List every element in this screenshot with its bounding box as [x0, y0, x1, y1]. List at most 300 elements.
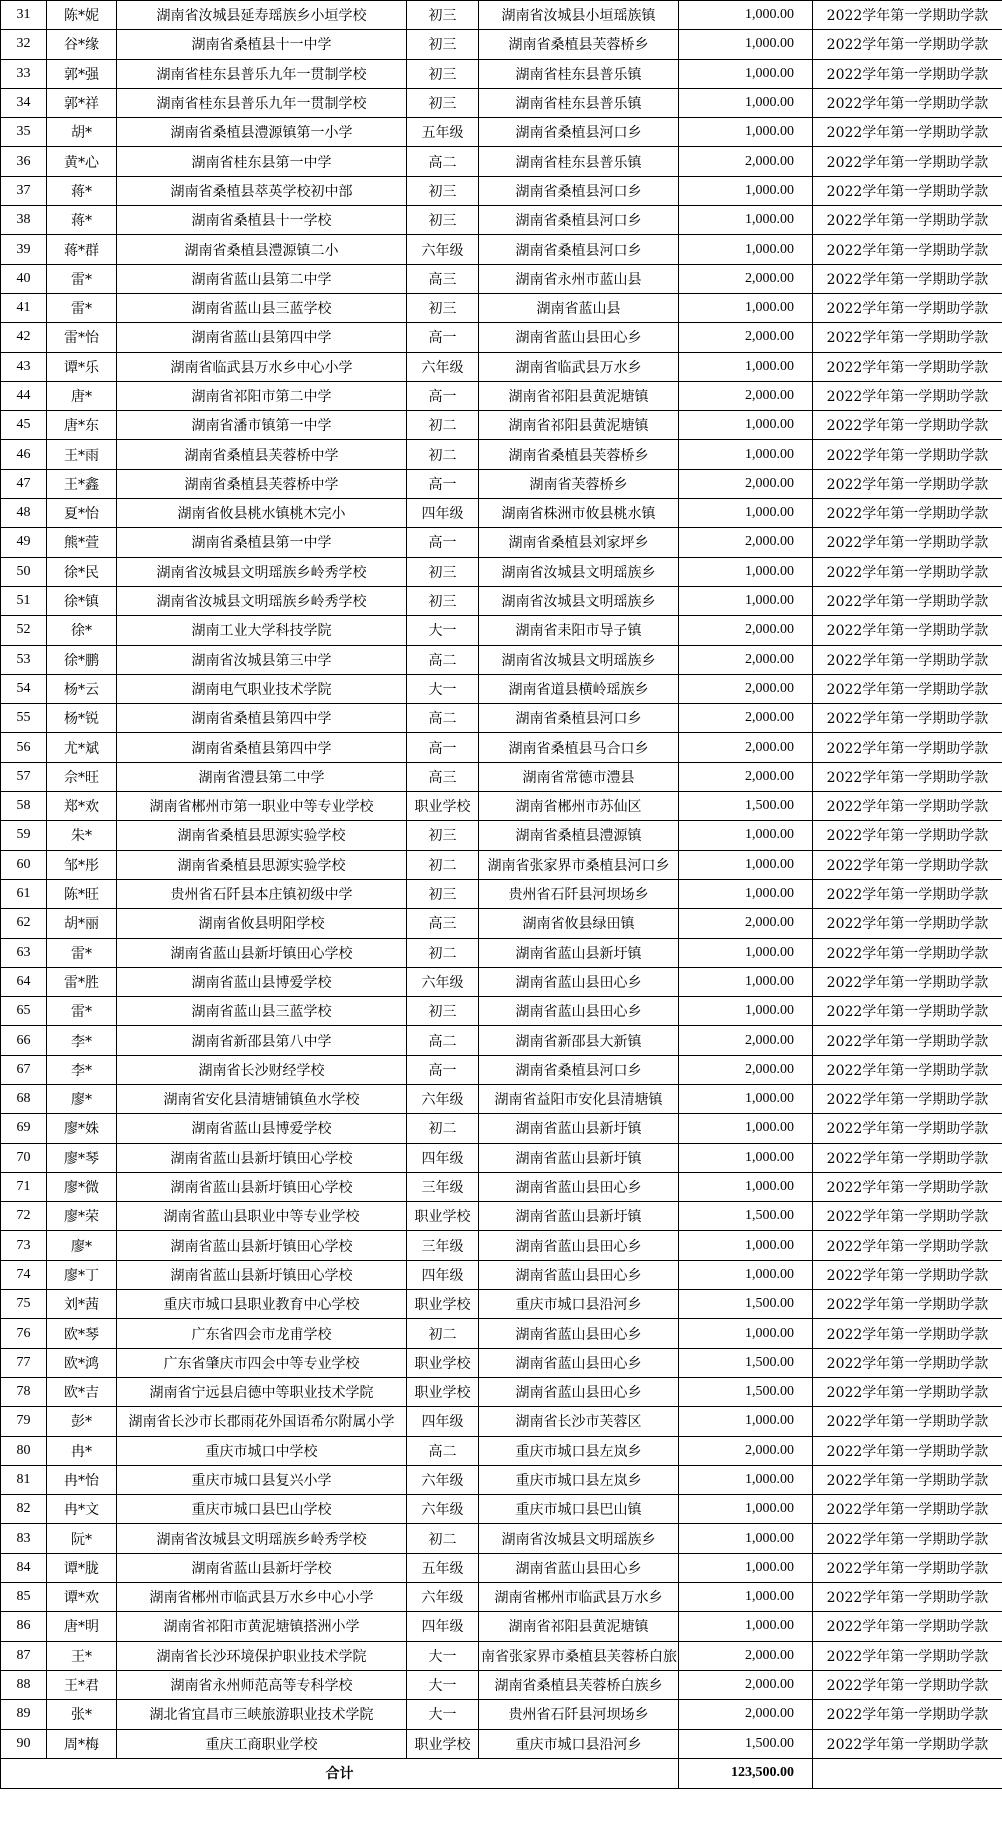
student-name: 廖*	[47, 1084, 117, 1113]
student-name: 郭*祥	[47, 88, 117, 117]
school-name: 湖南省长沙环境保护职业技术学院	[117, 1641, 407, 1670]
school-name: 重庆市城口县复兴小学	[117, 1465, 407, 1494]
school-name: 湖南省宁远县启德中等职业技术学院	[117, 1377, 407, 1406]
remark: 2022学年第一学期助学款	[813, 616, 1002, 645]
school-name: 湖南电气职业技术学院	[117, 674, 407, 703]
school-name: 湖南省汝城县文明瑶族乡岭秀学校	[117, 1524, 407, 1553]
remark: 2022学年第一学期助学款	[813, 469, 1002, 498]
row-number: 57	[1, 762, 47, 791]
aid-amount: 2,000.00	[679, 264, 813, 293]
table-row	[1, 469, 1002, 498]
remark: 2022学年第一学期助学款	[813, 1055, 1002, 1084]
grade: 五年级	[407, 118, 479, 147]
row-number: 89	[1, 1700, 47, 1729]
table-row	[1, 586, 1002, 615]
home-address: 湖南省张家界市桑植县河口乡	[479, 850, 679, 879]
grade: 初三	[407, 206, 479, 235]
grade: 高三	[407, 909, 479, 938]
student-name: 徐*镇	[47, 586, 117, 615]
school-name: 湖北省宜昌市三峡旅游职业技术学院	[117, 1700, 407, 1729]
home-address: 湖南省蓝山县田心乡	[479, 1319, 679, 1348]
grade: 六年级	[407, 1583, 479, 1612]
aid-amount: 1,500.00	[679, 1290, 813, 1319]
home-address: 湖南省桑植县芙蓉桥乡	[479, 30, 679, 59]
school-name: 湖南省潘市镇第一中学	[117, 411, 407, 440]
remark: 2022学年第一学期助学款	[813, 645, 1002, 674]
table-row	[1, 557, 1002, 586]
remark: 2022学年第一学期助学款	[813, 323, 1002, 352]
grade: 大一	[407, 1700, 479, 1729]
student-name: 郑*欢	[47, 792, 117, 821]
remark: 2022学年第一学期助学款	[813, 235, 1002, 264]
table-row	[1, 1202, 1002, 1231]
row-number: 38	[1, 206, 47, 235]
aid-amount: 1,000.00	[679, 1172, 813, 1201]
grade: 职业学校	[407, 1729, 479, 1758]
remark: 2022学年第一学期助学款	[813, 1700, 1002, 1729]
aid-amount: 1,000.00	[679, 1465, 813, 1494]
home-address: 湖南省桑植县芙蓉桥乡	[479, 440, 679, 469]
remark: 2022学年第一学期助学款	[813, 1026, 1002, 1055]
school-name: 湖南省桂东县普乐九年一贯制学校	[117, 59, 407, 88]
grade: 初三	[407, 59, 479, 88]
aid-amount: 1,000.00	[679, 1143, 813, 1172]
remark: 2022学年第一学期助学款	[813, 381, 1002, 410]
school-name: 湖南省蓝山县第二中学	[117, 264, 407, 293]
table-row	[1, 352, 1002, 381]
student-name: 胡*丽	[47, 909, 117, 938]
table-row	[1, 1026, 1002, 1055]
student-name: 唐*明	[47, 1612, 117, 1641]
home-address: 湖南省道县横岭瑶族乡	[479, 674, 679, 703]
home-address: 湖南省桑植县马合口乡	[479, 733, 679, 762]
home-address: 重庆市城口县巴山镇	[479, 1495, 679, 1524]
school-name: 湖南省汝城县文明瑶族乡岭秀学校	[117, 557, 407, 586]
remark: 2022学年第一学期助学款	[813, 1143, 1002, 1172]
table-row	[1, 938, 1002, 967]
school-name: 湖南省蓝山县新圩镇田心学校	[117, 1231, 407, 1260]
table-row	[1, 1231, 1002, 1260]
grade: 六年级	[407, 967, 479, 996]
home-address: 湖南省蓝山县田心乡	[479, 1172, 679, 1201]
home-address: 湖南省祁阳县黄泥塘镇	[479, 411, 679, 440]
table-row	[1, 850, 1002, 879]
row-number: 70	[1, 1143, 47, 1172]
table-row	[1, 821, 1002, 850]
school-name: 湖南省安化县清塘铺镇鱼水学校	[117, 1084, 407, 1113]
table-row	[1, 176, 1002, 205]
grade: 大一	[407, 1670, 479, 1699]
table-row	[1, 1583, 1002, 1612]
home-address: 湖南省汝城县文明瑶族乡	[479, 586, 679, 615]
aid-amount: 2,000.00	[679, 733, 813, 762]
student-name: 廖*荣	[47, 1202, 117, 1231]
student-name: 陈*旺	[47, 879, 117, 908]
row-number: 43	[1, 352, 47, 381]
row-number: 48	[1, 499, 47, 528]
aid-amount: 2,000.00	[679, 909, 813, 938]
table-row	[1, 616, 1002, 645]
student-name: 阮*	[47, 1524, 117, 1553]
student-name: 熊*萱	[47, 528, 117, 557]
grade: 初三	[407, 176, 479, 205]
student-name: 廖*丁	[47, 1260, 117, 1289]
aid-amount: 1,000.00	[679, 1583, 813, 1612]
school-name: 湖南省祁阳市第二中学	[117, 381, 407, 410]
table-row	[1, 499, 1002, 528]
grade: 四年级	[407, 1260, 479, 1289]
table-row	[1, 1670, 1002, 1699]
aid-amount: 1,500.00	[679, 1377, 813, 1406]
student-name: 徐*鹏	[47, 645, 117, 674]
school-name: 湖南省蓝山县新圩镇田心学校	[117, 938, 407, 967]
row-number: 79	[1, 1407, 47, 1436]
student-name: 徐*民	[47, 557, 117, 586]
table-row	[1, 293, 1002, 322]
table-row	[1, 440, 1002, 469]
remark: 2022学年第一学期助学款	[813, 762, 1002, 791]
student-name: 张*	[47, 1700, 117, 1729]
table-row	[1, 704, 1002, 733]
school-name: 贵州省石阡县本庄镇初级中学	[117, 879, 407, 908]
row-number: 82	[1, 1495, 47, 1524]
school-name: 湖南省桑植县澧源镇二小	[117, 235, 407, 264]
home-address: 湖南省桑植县刘家坪乡	[479, 528, 679, 557]
row-number: 64	[1, 967, 47, 996]
student-name: 冉*文	[47, 1495, 117, 1524]
student-name: 徐*	[47, 616, 117, 645]
row-number: 74	[1, 1260, 47, 1289]
grade: 职业学校	[407, 1377, 479, 1406]
table-row	[1, 1641, 1002, 1670]
table-row	[1, 528, 1002, 557]
grade: 高三	[407, 264, 479, 293]
table-row	[1, 323, 1002, 352]
school-name: 湖南省攸县明阳学校	[117, 909, 407, 938]
student-name: 雷*	[47, 293, 117, 322]
home-address: 湖南省耒阳市导子镇	[479, 616, 679, 645]
home-address: 重庆市城口县左岚乡	[479, 1465, 679, 1494]
remark: 2022学年第一学期助学款	[813, 1436, 1002, 1465]
table-row	[1, 1055, 1002, 1084]
table-row	[1, 645, 1002, 674]
remark: 2022学年第一学期助学款	[813, 1231, 1002, 1260]
table-row	[1, 967, 1002, 996]
school-name: 湖南省祁阳市黄泥塘镇搭洲小学	[117, 1612, 407, 1641]
table-row	[1, 147, 1002, 176]
grade: 初三	[407, 821, 479, 850]
table-row	[1, 1290, 1002, 1319]
table-row	[1, 1407, 1002, 1436]
grade: 大一	[407, 674, 479, 703]
student-name: 彭*	[47, 1407, 117, 1436]
remark: 2022学年第一学期助学款	[813, 1319, 1002, 1348]
remark: 2022学年第一学期助学款	[813, 1612, 1002, 1641]
home-address: 湖南省蓝山县田心乡	[479, 1553, 679, 1582]
school-name: 重庆市城口县巴山学校	[117, 1495, 407, 1524]
school-name: 湖南省桑植县第四中学	[117, 704, 407, 733]
remark: 2022学年第一学期助学款	[813, 1202, 1002, 1231]
aid-amount: 2,000.00	[679, 1055, 813, 1084]
school-name: 湖南省桑植县十一学校	[117, 206, 407, 235]
home-address: 贵州省石阡县河坝场乡	[479, 1700, 679, 1729]
remark: 2022学年第一学期助学款	[813, 30, 1002, 59]
remark: 2022学年第一学期助学款	[813, 733, 1002, 762]
home-address: 湖南省蓝山县田心乡	[479, 323, 679, 352]
school-name: 重庆市城口县职业教育中心学校	[117, 1290, 407, 1319]
home-address: 湖南省攸县绿田镇	[479, 909, 679, 938]
remark: 2022学年第一学期助学款	[813, 176, 1002, 205]
school-name: 湖南省蓝山县三蓝学校	[117, 293, 407, 322]
row-number: 77	[1, 1348, 47, 1377]
remark: 2022学年第一学期助学款	[813, 1114, 1002, 1143]
row-number: 34	[1, 88, 47, 117]
student-name: 雷*胜	[47, 967, 117, 996]
table-row	[1, 1172, 1002, 1201]
home-address: 湖南省桑植县河口乡	[479, 704, 679, 733]
home-address: 湖南省桑植县澧源镇	[479, 821, 679, 850]
table-row	[1, 1114, 1002, 1143]
home-address: 湖南省常德市澧县	[479, 762, 679, 791]
home-address: 湖南省桂东县普乐镇	[479, 59, 679, 88]
grade: 初二	[407, 938, 479, 967]
student-name: 李*	[47, 1055, 117, 1084]
grade: 初三	[407, 557, 479, 586]
remark: 2022学年第一学期助学款	[813, 1084, 1002, 1113]
aid-amount: 2,000.00	[679, 1670, 813, 1699]
student-name: 王*雨	[47, 440, 117, 469]
table-row	[1, 206, 1002, 235]
aid-amount: 1,000.00	[679, 411, 813, 440]
school-name: 湖南省蓝山县三蓝学校	[117, 997, 407, 1026]
home-address: 湖南省蓝山县田心乡	[479, 1231, 679, 1260]
aid-amount: 2,000.00	[679, 469, 813, 498]
table-row	[1, 1143, 1002, 1172]
school-name: 湖南省蓝山县博爱学校	[117, 1114, 407, 1143]
home-address: 湖南省汝城县小垣瑶族镇	[479, 1, 679, 30]
home-address: 湖南省郴州市临武县万水乡	[479, 1583, 679, 1612]
remark: 2022学年第一学期助学款	[813, 118, 1002, 147]
student-name: 周*梅	[47, 1729, 117, 1758]
grade: 高一	[407, 733, 479, 762]
row-number: 42	[1, 323, 47, 352]
grade: 初三	[407, 293, 479, 322]
row-number: 35	[1, 118, 47, 147]
remark: 2022学年第一学期助学款	[813, 499, 1002, 528]
table-row	[1, 674, 1002, 703]
aid-amount: 1,000.00	[679, 206, 813, 235]
remark: 2022学年第一学期助学款	[813, 1348, 1002, 1377]
row-number: 36	[1, 147, 47, 176]
row-number: 90	[1, 1729, 47, 1758]
home-address: 贵州省石阡县河坝场乡	[479, 879, 679, 908]
grade: 六年级	[407, 235, 479, 264]
school-name: 湖南省蓝山县新圩镇田心学校	[117, 1172, 407, 1201]
grade: 四年级	[407, 1407, 479, 1436]
row-number: 41	[1, 293, 47, 322]
home-address: 湖南省桑植县河口乡	[479, 235, 679, 264]
row-number: 85	[1, 1583, 47, 1612]
grade: 四年级	[407, 1143, 479, 1172]
remark: 2022学年第一学期助学款	[813, 264, 1002, 293]
row-number: 67	[1, 1055, 47, 1084]
home-address: 湖南省蓝山县田心乡	[479, 967, 679, 996]
remark: 2022学年第一学期助学款	[813, 1377, 1002, 1406]
row-number: 86	[1, 1612, 47, 1641]
remark: 2022学年第一学期助学款	[813, 88, 1002, 117]
table-row	[1, 1377, 1002, 1406]
home-address: 南省张家界市桑植县芙蓉桥白旅	[479, 1641, 679, 1670]
table-row	[1, 1436, 1002, 1465]
grade: 初二	[407, 440, 479, 469]
school-name: 湖南省长沙财经学校	[117, 1055, 407, 1084]
aid-amount: 1,000.00	[679, 440, 813, 469]
grade: 职业学校	[407, 1202, 479, 1231]
remark: 2022学年第一学期助学款	[813, 352, 1002, 381]
school-name: 湖南省蓝山县第四中学	[117, 323, 407, 352]
grade: 高二	[407, 1436, 479, 1465]
remark: 2022学年第一学期助学款	[813, 879, 1002, 908]
home-address: 湖南省汝城县文明瑶族乡	[479, 557, 679, 586]
aid-amount: 1,000.00	[679, 586, 813, 615]
grade: 六年级	[407, 352, 479, 381]
table-row	[1, 997, 1002, 1026]
aid-amount: 2,000.00	[679, 381, 813, 410]
student-name: 佘*旺	[47, 762, 117, 791]
grade: 初三	[407, 1, 479, 30]
row-number: 58	[1, 792, 47, 821]
school-name: 湖南省蓝山县新圩镇田心学校	[117, 1260, 407, 1289]
row-number: 47	[1, 469, 47, 498]
table-body	[1, 1, 1002, 1759]
total-label: 合计	[1, 1758, 679, 1788]
row-number: 62	[1, 909, 47, 938]
aid-amount: 1,000.00	[679, 499, 813, 528]
aid-amount: 1,500.00	[679, 1729, 813, 1758]
aid-amount: 2,000.00	[679, 645, 813, 674]
grade: 初二	[407, 1114, 479, 1143]
row-number: 69	[1, 1114, 47, 1143]
aid-amount: 1,000.00	[679, 821, 813, 850]
row-number: 75	[1, 1290, 47, 1319]
aid-amount: 1,000.00	[679, 1260, 813, 1289]
school-name: 湖南工业大学科技学院	[117, 616, 407, 645]
remark: 2022学年第一学期助学款	[813, 293, 1002, 322]
school-name: 湖南省新邵县第八中学	[117, 1026, 407, 1055]
student-name: 陈*妮	[47, 1, 117, 30]
home-address: 重庆市城口县左岚乡	[479, 1436, 679, 1465]
aid-amount: 1,000.00	[679, 557, 813, 586]
aid-amount: 1,000.00	[679, 1612, 813, 1641]
aid-amount: 1,000.00	[679, 1495, 813, 1524]
remark: 2022学年第一学期助学款	[813, 206, 1002, 235]
table-row	[1, 1729, 1002, 1758]
home-address: 湖南省蓝山县新圩镇	[479, 938, 679, 967]
table-row	[1, 1260, 1002, 1289]
aid-amount: 1,000.00	[679, 1553, 813, 1582]
table-row	[1, 1, 1002, 30]
table-row	[1, 1465, 1002, 1494]
home-address: 湖南省郴州市苏仙区	[479, 792, 679, 821]
aid-amount: 2,000.00	[679, 1026, 813, 1055]
grade: 六年级	[407, 1495, 479, 1524]
student-name: 廖*姝	[47, 1114, 117, 1143]
table-row	[1, 1319, 1002, 1348]
remark: 2022学年第一学期助学款	[813, 1, 1002, 30]
remark: 2022学年第一学期助学款	[813, 1260, 1002, 1289]
student-name: 冉*怡	[47, 1465, 117, 1494]
student-name: 杨*锐	[47, 704, 117, 733]
school-name: 湖南省蓝山县职业中等专业学校	[117, 1202, 407, 1231]
aid-amount: 1,000.00	[679, 88, 813, 117]
table-row	[1, 909, 1002, 938]
remark: 2022学年第一学期助学款	[813, 909, 1002, 938]
remark: 2022学年第一学期助学款	[813, 557, 1002, 586]
remark: 2022学年第一学期助学款	[813, 586, 1002, 615]
student-name: 欧*吉	[47, 1377, 117, 1406]
row-number: 66	[1, 1026, 47, 1055]
student-name: 王*鑫	[47, 469, 117, 498]
aid-amount: 1,000.00	[679, 352, 813, 381]
table-row	[1, 118, 1002, 147]
table-row	[1, 235, 1002, 264]
row-number: 44	[1, 381, 47, 410]
aid-amount: 1,000.00	[679, 59, 813, 88]
remark: 2022学年第一学期助学款	[813, 1172, 1002, 1201]
grade: 大一	[407, 1641, 479, 1670]
grade: 初三	[407, 879, 479, 908]
home-address: 湖南省株洲市攸县桃水镇	[479, 499, 679, 528]
home-address: 湖南省桂东县普乐镇	[479, 147, 679, 176]
row-number: 46	[1, 440, 47, 469]
school-name: 湖南省桑植县澧源镇第一小学	[117, 118, 407, 147]
home-address: 湖南省蓝山县新圩镇	[479, 1202, 679, 1231]
home-address: 湖南省祁阳县黄泥塘镇	[479, 381, 679, 410]
grade: 初三	[407, 586, 479, 615]
remark: 2022学年第一学期助学款	[813, 997, 1002, 1026]
total-amount: 123,500.00	[679, 1758, 813, 1788]
grade: 初二	[407, 411, 479, 440]
row-number: 45	[1, 411, 47, 440]
school-name: 湖南省桑植县芙蓉桥中学	[117, 440, 407, 469]
aid-amount: 2,000.00	[679, 528, 813, 557]
student-name: 黄*心	[47, 147, 117, 176]
school-name: 湖南省永州师范高等专科学校	[117, 1670, 407, 1699]
grade: 三年级	[407, 1172, 479, 1201]
student-name: 王*君	[47, 1670, 117, 1699]
grade: 高一	[407, 323, 479, 352]
row-number: 81	[1, 1465, 47, 1494]
student-name: 雷*怡	[47, 323, 117, 352]
aid-amount: 2,000.00	[679, 704, 813, 733]
school-name: 广东省四会市龙甫学校	[117, 1319, 407, 1348]
student-name: 雷*	[47, 938, 117, 967]
row-number: 50	[1, 557, 47, 586]
remark: 2022学年第一学期助学款	[813, 674, 1002, 703]
aid-amount: 1,000.00	[679, 879, 813, 908]
aid-amount: 1,000.00	[679, 1084, 813, 1113]
row-number: 83	[1, 1524, 47, 1553]
student-name: 谭*欢	[47, 1583, 117, 1612]
remark: 2022学年第一学期助学款	[813, 1407, 1002, 1436]
school-name: 湖南省澧县第二中学	[117, 762, 407, 791]
remark: 2022学年第一学期助学款	[813, 1641, 1002, 1670]
home-address: 湖南省临武县万水乡	[479, 352, 679, 381]
home-address: 湖南省桂东县普乐镇	[479, 88, 679, 117]
student-name: 冉*	[47, 1436, 117, 1465]
grade: 六年级	[407, 1465, 479, 1494]
row-number: 59	[1, 821, 47, 850]
